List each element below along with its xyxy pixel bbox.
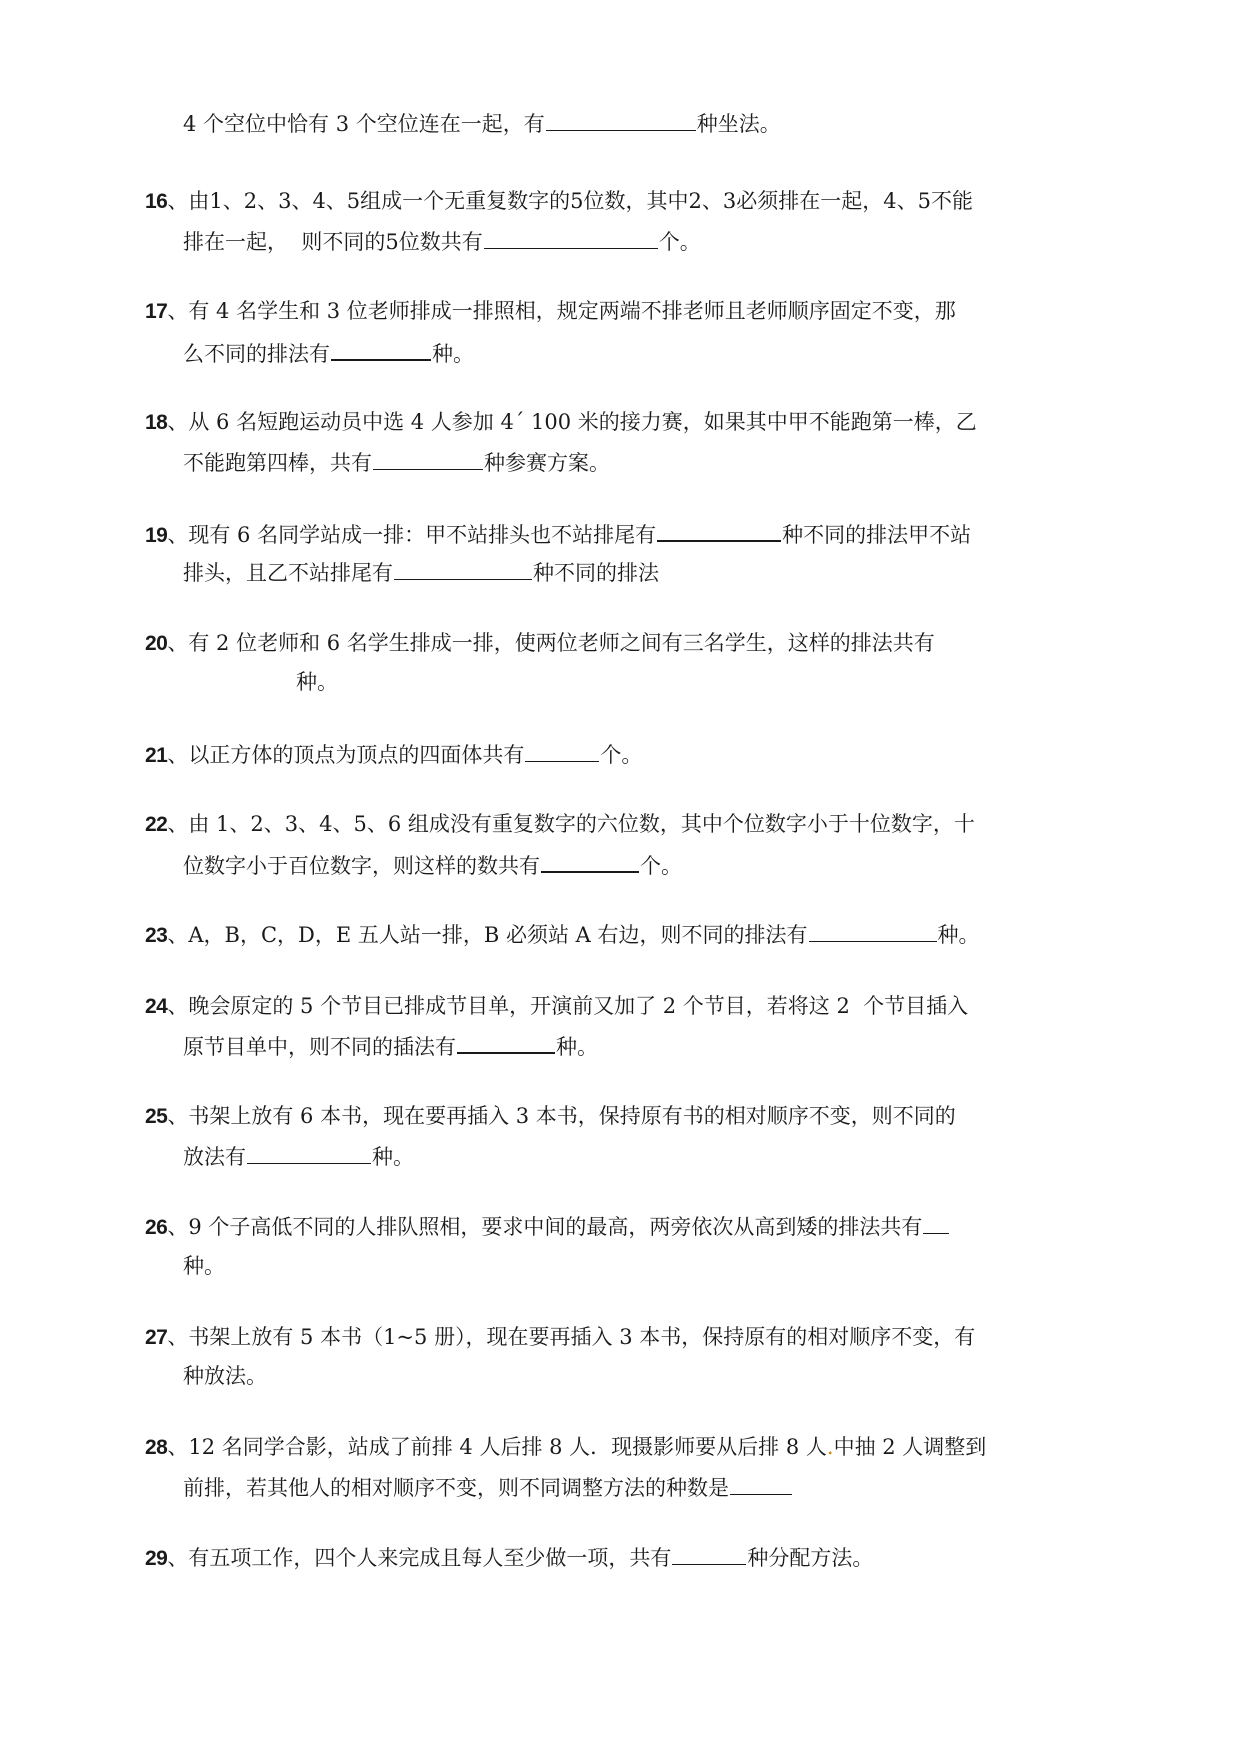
question-text: 、晚会原定的 5 个节目已排成节目单，开演前又加了 2 个节目，若将这 2 个节目插入 bbox=[167, 994, 969, 1018]
question-number: 17 bbox=[145, 300, 168, 323]
answer-blank[interactable] bbox=[331, 337, 431, 361]
answer-blank[interactable] bbox=[247, 1141, 371, 1164]
question-number: 19 bbox=[145, 524, 168, 547]
q25-line1 bbox=[145, 1101, 956, 1132]
answer-blank[interactable] bbox=[730, 1472, 792, 1495]
q18-line2 bbox=[183, 447, 610, 478]
question-text: 前排，若其他人的相对顺序不变，则不同调整方法的种数是 bbox=[183, 1476, 729, 1500]
question-number: 21 bbox=[145, 744, 168, 767]
answer-blank[interactable] bbox=[923, 1211, 949, 1234]
question-number: 22 bbox=[145, 813, 168, 836]
question-text-end: 种。 bbox=[296, 670, 338, 694]
question-text: 、书架上放有 5 本书（1~5 册），现在要再插入 3 本书，保持原有的相对顺序不变，有 bbox=[167, 1325, 976, 1349]
answer-blank[interactable] bbox=[394, 557, 532, 580]
question-text: 种不同的排法甲不站 bbox=[782, 523, 972, 547]
q16-line2 bbox=[183, 226, 701, 257]
answer-blank[interactable] bbox=[525, 739, 599, 762]
question-text-end: 种。 bbox=[183, 1254, 225, 1278]
question-text-end: 种。 bbox=[556, 1035, 598, 1059]
answer-blank[interactable] bbox=[546, 108, 696, 131]
question-text: 、书架上放有 6 本书，现在要再插入 3 本书，保持原有书的相对顺序不变，则不同的 bbox=[167, 1104, 956, 1128]
question-text-end: 种放法。 bbox=[183, 1364, 267, 1388]
question-text: 、以正方体的顶点为顶点的四面体共有 bbox=[167, 743, 525, 767]
question-text: 原节目单中，则不同的插法有 bbox=[183, 1035, 456, 1059]
question-text: 排在一起， 则不同的5位数共有 bbox=[183, 230, 483, 254]
question-number: 16 bbox=[145, 190, 168, 213]
q27-line2 bbox=[183, 1361, 267, 1391]
q24-line2 bbox=[183, 1030, 598, 1062]
q15-text-end: 种坐法。 bbox=[696, 112, 781, 136]
question-text: 、A，B，C，D，E 五人站一排，B 必须站 A 右边，则不同的排法有 bbox=[167, 923, 808, 947]
answer-blank[interactable] bbox=[541, 849, 639, 873]
q22-line2 bbox=[183, 849, 682, 881]
question-text: 、有五项工作，四个人来完成且每人至少做一项，共有 bbox=[167, 1546, 672, 1570]
question-text: 放法有 bbox=[183, 1145, 246, 1169]
question-text: 排头，且乙不站排尾有 bbox=[183, 561, 393, 585]
answer-blank[interactable] bbox=[809, 919, 937, 942]
question-text: 不能跑第四棒，共有 bbox=[183, 451, 372, 475]
answer-blank[interactable] bbox=[657, 518, 781, 542]
q29-line bbox=[145, 1542, 873, 1574]
question-text-end: 个。 bbox=[600, 743, 643, 767]
question-number: 23 bbox=[145, 924, 168, 947]
question-text: 、由1、2、3、4、5组成一个无重复数字的5位数，其中2、3必须排在一起，4、5不能 bbox=[167, 189, 973, 213]
q17-line1 bbox=[145, 296, 956, 327]
q18-line1 bbox=[145, 407, 977, 438]
question-text: 、现有 6 名同学站成一排：甲不站排头也不站排尾有 bbox=[167, 523, 657, 547]
q28-line1 bbox=[145, 1432, 986, 1463]
question-text: 么不同的排法有 bbox=[183, 342, 330, 366]
question-text-end: 种。 bbox=[937, 923, 980, 947]
question-text-end: 种。 bbox=[372, 1145, 414, 1169]
question-text: 、由 1、2、3、4、5、6 组成没有重复数字的六位数，其中个位数字小于十位数字，十 bbox=[167, 812, 975, 836]
answer-blank[interactable] bbox=[672, 1542, 746, 1565]
question-text-end: 种。 bbox=[432, 342, 474, 366]
question-number: 26 bbox=[145, 1216, 168, 1239]
q16-line1 bbox=[145, 186, 973, 217]
question-number: 28 bbox=[145, 1436, 168, 1459]
q23-line bbox=[145, 919, 980, 951]
question-text: 、有 4 名学生和 3 位老师排成一排照相，规定两端不排老师且老师顺序固定不变，那 bbox=[167, 299, 956, 323]
q22-line1 bbox=[145, 809, 975, 840]
question-text: 位数字小于百位数字，则这样的数共有 bbox=[183, 854, 540, 878]
q15-text: 4 个空位中恰有 3 个空位连在一起，有 bbox=[183, 112, 545, 136]
question-text-end: 种不同的排法 bbox=[533, 561, 659, 585]
question-text: 中抽 2 人调整到 bbox=[833, 1435, 987, 1459]
q28-line2 bbox=[183, 1472, 793, 1503]
emphasis-dot: . bbox=[826, 1435, 834, 1459]
question-number: 27 bbox=[145, 1326, 168, 1349]
question-text-end: 个。 bbox=[658, 230, 701, 254]
q27-line1 bbox=[145, 1322, 975, 1353]
q25-line2 bbox=[183, 1141, 414, 1172]
q20-line1 bbox=[145, 628, 935, 659]
question-number: 20 bbox=[145, 632, 168, 655]
question-number: 18 bbox=[145, 411, 168, 434]
q21-line bbox=[145, 739, 642, 771]
q15-continuation-line bbox=[183, 108, 781, 139]
answer-blank[interactable] bbox=[484, 226, 658, 249]
q26-line1 bbox=[145, 1211, 950, 1243]
question-text: 、有 2 位老师和 6 名学生排成一排，使两位老师之间有三名学生，这样的排法共有 bbox=[167, 631, 935, 655]
question-number: 25 bbox=[145, 1105, 168, 1128]
q26-line2 bbox=[183, 1251, 225, 1281]
question-text-end: 种分配方法。 bbox=[747, 1546, 874, 1570]
q19-line1 bbox=[145, 518, 971, 551]
answer-blank[interactable] bbox=[373, 447, 483, 470]
question-text-end: 种参赛方案。 bbox=[484, 451, 610, 475]
question-text: 、12 名同学合影，站成了前排 4 人后排 8 人．现摄影师要从后排 8 人 bbox=[167, 1435, 827, 1459]
question-number: 29 bbox=[145, 1547, 168, 1570]
question-text-end: 个。 bbox=[640, 854, 682, 878]
question-number: 24 bbox=[145, 995, 168, 1018]
q17-line2 bbox=[183, 337, 474, 369]
q24-line1 bbox=[145, 991, 968, 1022]
q19-line2 bbox=[183, 557, 659, 588]
question-text: 、从 6 名短跑运动员中选 4 人参加 4´ 100 米的接力赛，如果其中甲不能跑第一棒，乙 bbox=[167, 410, 977, 434]
question-text: 、9 个子高低不同的人排队照相，要求中间的最高，两旁依次从高到矮的排法共有 bbox=[167, 1215, 923, 1239]
q20-line2 bbox=[296, 667, 338, 697]
answer-blank[interactable] bbox=[457, 1030, 555, 1054]
